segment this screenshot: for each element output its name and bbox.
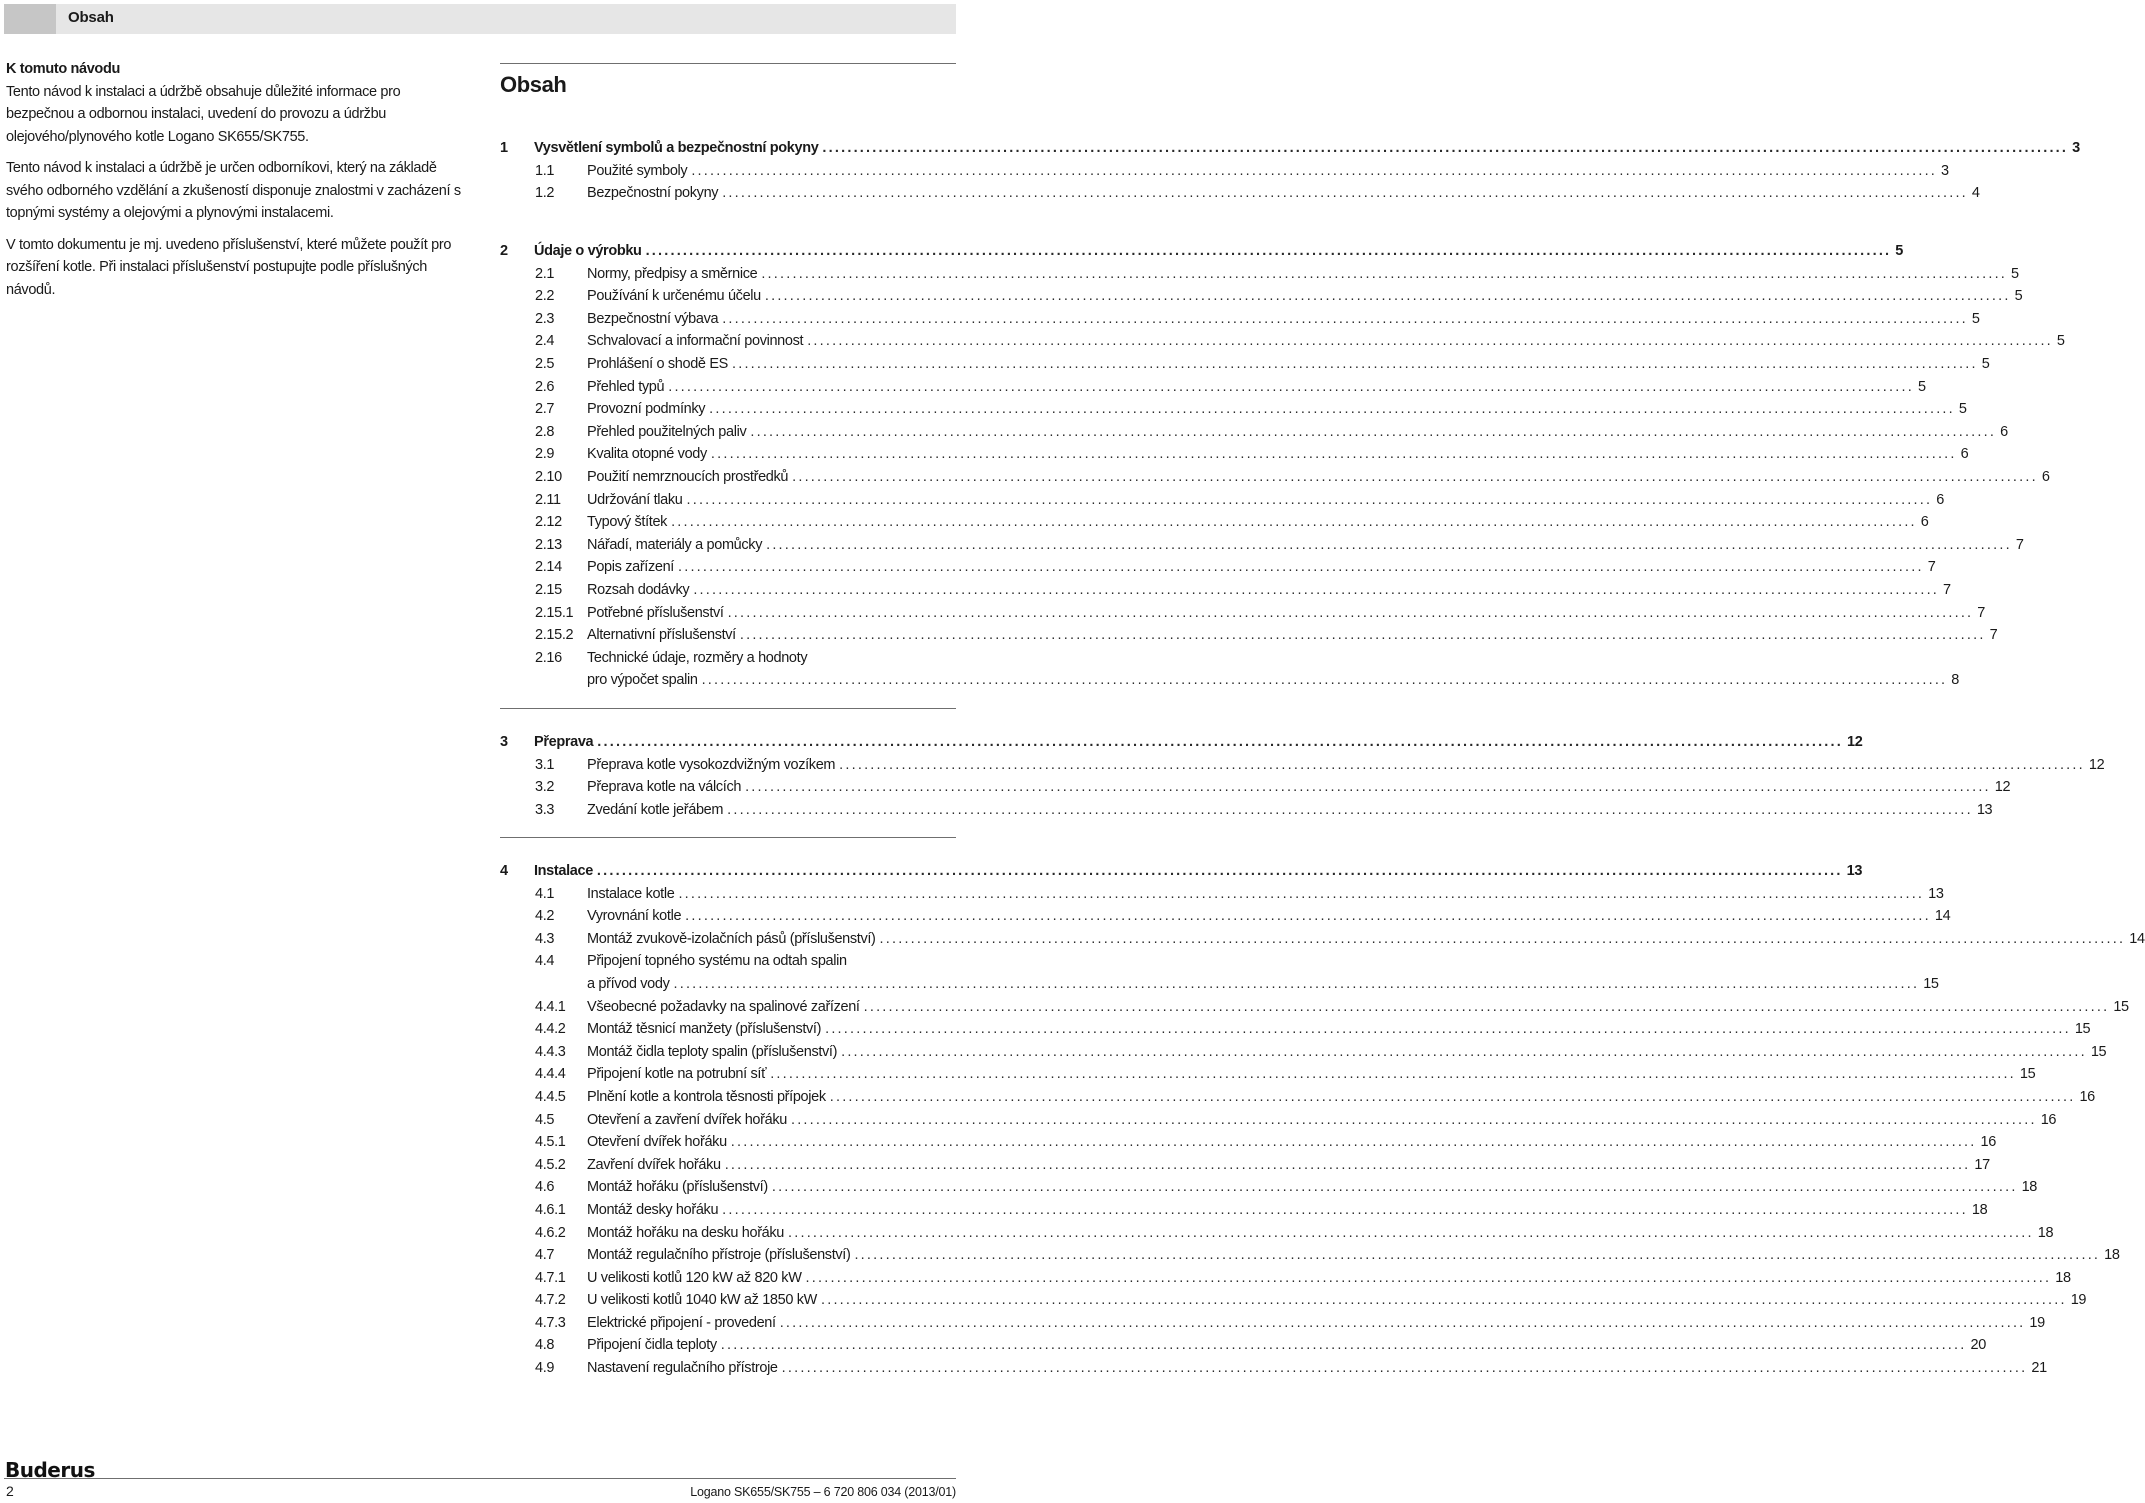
toc-page-number: 16 — [1977, 1131, 1996, 1154]
toc-number: 3.2 — [535, 779, 555, 796]
toc-number: 4.4 — [535, 953, 555, 970]
toc-page-number: 15 — [1919, 973, 1938, 996]
toc-label: Rozsah dodávky — [587, 579, 693, 602]
toc-number: 4.5.1 — [535, 1134, 566, 1151]
toc-item-row[interactable] — [500, 669, 1960, 692]
toc-item-row[interactable] — [500, 1063, 2036, 1086]
toc-leader-dots: ........................................................................................................................................................................................................ — [820, 1292, 2067, 1309]
toc-label: Nastavení regulačního přístroje — [587, 1357, 782, 1380]
toc-page-number: 5 — [1978, 353, 1990, 376]
header-title: Obsah — [68, 9, 114, 26]
toc-label: Normy, předpisy a směrnice — [587, 263, 761, 286]
document-reference: Logano SK655/SK755 – 6 720 806 034 (2013/01) — [690, 1485, 956, 1499]
toc-number: 2.6 — [535, 378, 555, 395]
toc-page-number: 12 — [1843, 731, 1862, 754]
toc-number: 4.7.3 — [535, 1314, 566, 1331]
toc-leader-dots: ........................................................................................................................................................................................................ — [879, 930, 2126, 947]
intro-paragraph-3: V tomto dokumentu je mj. uvedeno příslušenství, které můžete použít pro rozšíření kotle. Při instalaci příslušenství postupujte podle příslušných návodů. — [6, 236, 452, 298]
toc-item-row[interactable] — [500, 443, 1969, 466]
toc-item-row[interactable] — [500, 1267, 2071, 1290]
toc-page-number: 3 — [2068, 137, 2080, 160]
toc-leader-dots: ........................................................................................................................................................................................................ — [596, 863, 1843, 879]
toc-number: 2 — [500, 243, 508, 259]
toc-label: Bezpečnostní pokyny — [587, 182, 722, 205]
toc-leader-dots: ........................................................................................................................................................................................................ — [761, 265, 2008, 282]
toc-page-number: 6 — [1957, 443, 1969, 466]
toc-number: 2.2 — [535, 288, 555, 305]
toc-page-number: 18 — [1968, 1199, 1987, 1222]
toc-label: Připojení kotle na potrubní síť — [587, 1063, 770, 1086]
toc-page-number: 13 — [1924, 883, 1943, 906]
toc-leader-dots: ........................................................................................................................................................................................................ — [720, 1337, 1967, 1354]
toc-label: Montáž regulačního přístroje (příslušenství) — [587, 1244, 854, 1267]
toc-page-number: 5 — [1891, 240, 1903, 263]
toc-number: 1 — [500, 140, 508, 156]
toc-label: Připojení topného systému na odtah spalin — [587, 953, 847, 970]
intro-title: K tomuto návodu — [6, 61, 120, 77]
toc-item-row[interactable] — [500, 883, 1944, 906]
toc-number: 2.11 — [535, 491, 561, 508]
toc-item-row[interactable] — [500, 1041, 2107, 1064]
toc-leader-dots: ........................................................................................................................................................................................................ — [781, 1360, 2028, 1377]
toc-page-number: 16 — [2075, 1086, 2094, 1109]
toc-number: 4.5 — [535, 1111, 555, 1128]
toc-label: Montáž desky hořáku — [587, 1199, 722, 1222]
toc-leader-dots: ........................................................................................................................................................................................................ — [807, 333, 2053, 350]
toc-item-row[interactable] — [500, 776, 2011, 799]
toc-label: Připojení čidla teploty — [587, 1334, 721, 1357]
toc-leader-dots: ........................................................................................................................................................................................................ — [722, 1201, 1968, 1218]
toc-number: 1.1 — [535, 162, 555, 179]
toc-leader-dots: ........................................................................................................................................................................................................ — [722, 185, 1968, 202]
toc-page-number: 13 — [1843, 860, 1862, 883]
toc-leader-dots: ........................................................................................................................................................................................................ — [671, 514, 1917, 531]
toc-item-row[interactable] — [500, 398, 1967, 421]
toc-item-row[interactable] — [500, 1131, 1996, 1154]
toc-label: Montáž čidla teploty spalin (příslušenství) — [587, 1041, 841, 1064]
toc-number: 4.4.2 — [535, 1021, 566, 1038]
toc-page-number: 7 — [1986, 624, 1998, 647]
toc-number: 4.4.5 — [535, 1088, 566, 1105]
toc-label: Prohlášení o shodě ES — [587, 353, 732, 376]
toc-number: 2.9 — [535, 446, 555, 463]
toc-section — [500, 240, 2065, 692]
toc-leader-dots: ........................................................................................................................................................................................................ — [645, 243, 1892, 259]
toc-leader-dots: ........................................................................................................................................................................................................ — [597, 734, 1843, 750]
intro-paragraph-2: Tento návod k instalaci a údržbě je určen odborníkovi, který na základě svého odborného vzdělání a zkušeností disponuje znalostmi v zacházení s topnými systémy a olejovými a plynovými instalacemi. — [6, 160, 461, 221]
toc-number: 2.12 — [535, 514, 562, 531]
toc-number: 2.15.1 — [535, 604, 574, 621]
toc-page-number: 5 — [1955, 398, 1967, 421]
toc-label: Přeprava — [534, 731, 597, 754]
toc-leader-dots: ........................................................................................................................................................................................................ — [677, 559, 1924, 576]
footer-rule — [4, 1478, 956, 1479]
toc-number: 2.3 — [535, 310, 555, 327]
intro-paragraph-1: Tento návod k instalaci a údržbě obsahuje důležité informace pro bezpečnou a odbornou instalaci, uvedení do provozu a údržbu olejového/plynového kotle Logano SK655/SK755. — [6, 83, 401, 145]
toc-leader-dots: ........................................................................................................................................................................................................ — [771, 1179, 2018, 1196]
toc-item-row[interactable] — [500, 330, 2065, 353]
toc-number: 2.10 — [535, 468, 562, 485]
toc-item-row[interactable] — [500, 1199, 1988, 1222]
toc-label: Montáž těsnicí manžety (příslušenství) — [587, 1018, 825, 1041]
toc-item-row[interactable] — [500, 905, 1951, 928]
toc-item-row[interactable] — [500, 285, 2023, 308]
toc-item-row[interactable] — [500, 602, 1986, 625]
toc-item-row[interactable] — [500, 1334, 1986, 1357]
toc-item-row[interactable] — [500, 308, 1980, 331]
toc-item-row[interactable] — [500, 556, 1936, 579]
toc-label: Používání k určenému účelu — [587, 285, 765, 308]
toc-leader-dots: ........................................................................................................................................................................................................ — [673, 975, 1920, 992]
header-bar — [4, 4, 956, 34]
toc-page-number: 15 — [2109, 996, 2128, 1019]
toc-label: Elektrické připojení - provedení — [587, 1312, 780, 1335]
toc-title: Obsah — [500, 72, 567, 97]
toc-page-number: 18 — [2018, 1176, 2037, 1199]
toc-page-number: 4 — [1968, 182, 1980, 205]
toc-page-number: 19 — [2067, 1289, 2086, 1312]
toc-number: 4.6.2 — [535, 1224, 566, 1241]
toc-section-row[interactable] — [500, 137, 2080, 160]
toc-label: Montáž zvukově-izolačních pásů (příslušenství) — [587, 928, 880, 951]
toc-number: 2.8 — [535, 423, 555, 440]
toc-number: 2.14 — [535, 559, 562, 576]
toc-label: Nářadí, materiály a pomůcky — [587, 534, 766, 557]
toc-section — [500, 137, 2080, 205]
toc-item-row[interactable] — [500, 263, 2019, 286]
toc-leader-dots: ........................................................................................................................................................................................................ — [701, 672, 1948, 689]
toc-leader-dots: ........................................................................................................................................................................................................ — [766, 536, 2012, 553]
toc-item-row[interactable] — [500, 973, 1939, 996]
toc-number: 2.4 — [535, 333, 555, 350]
toc-section-row[interactable] — [500, 240, 1903, 263]
toc-leader-dots: ........................................................................................................................................................................................................ — [790, 1111, 2037, 1128]
toc-item-row[interactable] — [500, 1154, 1990, 1177]
toc-item-row[interactable] — [500, 466, 2050, 489]
toc-number: 4.7.1 — [535, 1269, 566, 1286]
toc-leader-dots: ........................................................................................................................................................................................................ — [678, 885, 1925, 902]
toc-page-number: 5 — [1968, 308, 1980, 331]
toc-label: Popis zařízení — [587, 556, 678, 579]
toc-leader-dots: ........................................................................................................................................................................................................ — [792, 468, 2038, 485]
toc-item-row[interactable] — [500, 950, 956, 973]
toc-label: Kvalita otopné vody — [587, 443, 711, 466]
toc-item-row[interactable] — [500, 1086, 2095, 1109]
toc-leader-dots: ........................................................................................................................................................................................................ — [825, 1021, 2071, 1038]
toc-number: 4.4.4 — [535, 1066, 566, 1083]
toc-number: 4.5.2 — [535, 1156, 566, 1173]
toc-page-number: 16 — [2037, 1109, 2056, 1132]
toc-label: Montáž hořáku na desku hořáku — [587, 1222, 788, 1245]
toc-number: 4.4.1 — [535, 998, 566, 1015]
toc-number: 2.7 — [535, 401, 555, 418]
toc-page-number: 12 — [2085, 754, 2104, 777]
toc-leader-dots: ........................................................................................................................................................................................................ — [722, 310, 1968, 327]
toc-number: 4.3 — [535, 930, 555, 947]
toc-label: Montáž hořáku (příslušenství) — [587, 1176, 772, 1199]
toc-label: Otevření a zavření dvířek hořáku — [587, 1109, 791, 1132]
toc-page-number: 17 — [1970, 1154, 1989, 1177]
toc-item-row[interactable] — [500, 1357, 2047, 1380]
toc-leader-dots: ........................................................................................................................................................................................................ — [686, 491, 1933, 508]
toc-item-row[interactable] — [500, 1289, 2087, 1312]
toc-leader-dots: ........................................................................................................................................................................................................ — [854, 1247, 2101, 1264]
toc-item-row[interactable] — [500, 1018, 2091, 1041]
toc-number: 3.1 — [535, 756, 555, 773]
toc-label: Schvalovací a informační povinnost — [587, 330, 807, 353]
toc-label: Použití nemrznoucích prostředků — [587, 466, 792, 489]
toc-label: Typový štítek — [587, 511, 671, 534]
toc-page-number: 6 — [2038, 466, 2050, 489]
toc-label: Přehled typů — [587, 376, 668, 399]
toc-section — [500, 731, 2105, 821]
toc-label: Přehled použitelných paliv — [587, 421, 750, 444]
toc-page-number: 20 — [1967, 1334, 1986, 1357]
toc-leader-dots: ........................................................................................................................................................................................................ — [863, 998, 2110, 1015]
toc-page-number: 6 — [1917, 511, 1929, 534]
toc-number: 4.9 — [535, 1360, 555, 1377]
toc-page-number: 15 — [2071, 1018, 2090, 1041]
toc-section-row[interactable] — [500, 860, 1863, 883]
toc-item-row[interactable] — [500, 376, 1926, 399]
toc-label: Provozní podmínky — [587, 398, 709, 421]
toc-page-number: 7 — [1924, 556, 1936, 579]
toc-label: Vysvětlení symbolů a bezpečnostní pokyny — [534, 137, 822, 160]
toc-page-number: 5 — [2007, 263, 2019, 286]
toc-page-number: 5 — [2011, 285, 2023, 308]
toc-item-row[interactable] — [500, 647, 956, 670]
toc-page-number: 19 — [2025, 1312, 2044, 1335]
toc-item-row[interactable] — [500, 1312, 2045, 1335]
toc-section-row[interactable] — [500, 731, 1863, 754]
toc-label: Bezpečnostní výbava — [587, 308, 722, 331]
toc-item-row[interactable] — [500, 511, 1929, 534]
toc-leader-dots: ........................................................................................................................................................................................................ — [668, 378, 1914, 395]
toc-item-row[interactable] — [500, 624, 1998, 647]
toc-page-number: 18 — [2034, 1222, 2053, 1245]
toc-number: 2.16 — [535, 649, 562, 666]
toc-label: Instalace — [534, 860, 597, 883]
toc-number: 2.15.2 — [535, 627, 574, 644]
toc-number: 2.15 — [535, 581, 562, 598]
toc-leader-dots: ........................................................................................................................................................................................................ — [685, 908, 1931, 925]
toc-number: 2.5 — [535, 355, 555, 372]
toc-label: Potřebné příslušenství — [587, 602, 728, 625]
toc-leader-dots: ........................................................................................................................................................................................................ — [788, 1224, 2034, 1241]
toc-page-number: 6 — [1996, 421, 2008, 444]
toc-label: a přívod vody — [587, 973, 674, 996]
toc-leader-dots: ........................................................................................................................................................................................................ — [822, 140, 2069, 156]
toc-item-row[interactable] — [500, 1176, 2037, 1199]
toc-label: pro výpočet spalin — [587, 669, 702, 692]
toc-page-number: 7 — [1973, 602, 1985, 625]
toc-leader-dots: ........................................................................................................................................................................................................ — [841, 1043, 2087, 1060]
toc-page-number: 18 — [2051, 1267, 2070, 1290]
page-number: 2 — [6, 1483, 14, 1499]
toc-leader-dots: ........................................................................................................................................................................................................ — [709, 401, 1955, 418]
buderus-logo: Buderus — [5, 1458, 95, 1482]
header-marker — [4, 4, 56, 34]
toc-label: U velikosti kotlů 120 kW až 820 kW — [587, 1267, 806, 1290]
toc-page-number: 15 — [2087, 1041, 2106, 1064]
toc-label: Údaje o výrobku — [534, 240, 646, 263]
toc-number: 4.6 — [535, 1179, 555, 1196]
toc-number: 2.13 — [535, 536, 562, 553]
toc-item-row[interactable] — [500, 1109, 2057, 1132]
toc-separator-rule — [500, 837, 956, 838]
toc-label: Přeprava kotle na válcích — [587, 776, 745, 799]
toc-page-number: 15 — [2016, 1063, 2035, 1086]
toc-number: 3 — [500, 734, 508, 750]
toc-number: 4.6.1 — [535, 1201, 566, 1218]
toc-item-row[interactable] — [500, 1244, 2120, 1267]
toc-page-number: 12 — [1991, 776, 2010, 799]
toc-number: 4.7.2 — [535, 1292, 566, 1309]
toc-label: Použité symboly — [587, 160, 691, 183]
toc-top-rule — [500, 63, 956, 64]
toc-leader-dots: ........................................................................................................................................................................................................ — [750, 423, 1997, 440]
toc-number: 4.7 — [535, 1247, 555, 1264]
toc-page-number: 8 — [1947, 669, 1959, 692]
toc-page-number: 3 — [1937, 160, 1949, 183]
toc-item-row[interactable] — [500, 996, 2129, 1019]
toc-page-number: 6 — [1932, 489, 1944, 512]
toc-number: 4.1 — [535, 885, 555, 902]
toc-leader-dots: ........................................................................................................................................................................................................ — [693, 581, 1940, 598]
toc-label: Všeobecné požadavky na spalinové zařízení — [587, 996, 864, 1019]
toc-label: Přeprava kotle vysokozdvižným vozíkem — [587, 754, 839, 777]
toc-leader-dots: ........................................................................................................................................................................................................ — [779, 1314, 2026, 1331]
toc-page-number: 7 — [1939, 579, 1951, 602]
toc-page-number: 14 — [1931, 905, 1950, 928]
toc-leader-dots: ........................................................................................................................................................................................................ — [829, 1088, 2076, 1105]
toc-item-row[interactable] — [500, 182, 1980, 205]
toc-label: Instalace kotle — [587, 883, 678, 906]
toc-item-row[interactable] — [500, 534, 2024, 557]
toc-page-number: 18 — [2100, 1244, 2119, 1267]
toc-leader-dots: ........................................................................................................................................................................................................ — [724, 1156, 1971, 1173]
toc-label: Zavření dvířek hořáku — [587, 1154, 725, 1177]
toc-number: 2.1 — [535, 265, 555, 282]
toc-leader-dots: ........................................................................................................................................................................................................ — [731, 355, 1978, 372]
intro-column — [6, 58, 464, 301]
toc-leader-dots: ........................................................................................................................................................................................................ — [691, 162, 1938, 179]
toc-number: 4 — [500, 863, 508, 879]
toc-item-row[interactable] — [500, 489, 1944, 512]
toc-page-number: 13 — [1973, 799, 1992, 822]
toc-item-row[interactable] — [500, 421, 2008, 444]
toc-leader-dots: ........................................................................................................................................................................................................ — [727, 604, 1974, 621]
toc-leader-dots: ........................................................................................................................................................................................................ — [839, 756, 2085, 773]
toc-label: U velikosti kotlů 1040 kW až 1850 kW — [587, 1289, 821, 1312]
toc-number: 4.2 — [535, 908, 555, 925]
toc-item-row[interactable] — [500, 1222, 2054, 1245]
toc-leader-dots: ........................................................................................................................................................................................................ — [770, 1066, 2016, 1083]
toc-label: Technické údaje, rozměry a hodnoty — [587, 649, 808, 666]
toc-label: Zvedání kotle jeřábem — [587, 799, 727, 822]
toc-separator-rule — [500, 708, 956, 709]
toc-item-row[interactable] — [500, 579, 1951, 602]
toc-item-row[interactable] — [500, 160, 1949, 183]
toc-number: 1.2 — [535, 185, 555, 202]
toc-label: Plnění kotle a kontrola těsnosti přípojek — [587, 1086, 830, 1109]
toc-item-row[interactable] — [500, 353, 1990, 376]
toc-leader-dots: ........................................................................................................................................................................................................ — [710, 446, 1957, 463]
toc-leader-dots: ........................................................................................................................................................................................................ — [730, 1134, 1977, 1151]
toc-leader-dots: ........................................................................................................................................................................................................ — [739, 627, 1986, 644]
toc-number: 4.4.3 — [535, 1043, 566, 1060]
toc-label: Vyrovnání kotle — [587, 905, 685, 928]
toc-page-number: 5 — [1914, 376, 1926, 399]
toc-number: 4.8 — [535, 1337, 555, 1354]
toc-label: Udržování tlaku — [587, 489, 687, 512]
toc-page-number: 5 — [2053, 330, 2065, 353]
toc-leader-dots: ........................................................................................................................................................................................................ — [745, 779, 1991, 796]
toc-item-row[interactable] — [500, 799, 1993, 822]
toc-leader-dots: ........................................................................................................................................................................................................ — [805, 1269, 2052, 1286]
toc-page-number: 7 — [2012, 534, 2024, 557]
toc-leader-dots: ........................................................................................................................................................................................................ — [727, 801, 1973, 818]
toc-label: Alternativní příslušenství — [587, 624, 740, 647]
toc-label: Otevření dvířek hořáku — [587, 1131, 731, 1154]
toc-page-number: 21 — [2027, 1357, 2046, 1380]
toc-section — [500, 860, 2145, 1380]
toc-item-row[interactable] — [500, 754, 2105, 777]
toc-number: 3.3 — [535, 801, 555, 818]
toc-page-number: 14 — [2125, 928, 2144, 951]
toc-leader-dots: ........................................................................................................................................................................................................ — [764, 288, 2011, 305]
toc-item-row[interactable] — [500, 928, 2145, 951]
